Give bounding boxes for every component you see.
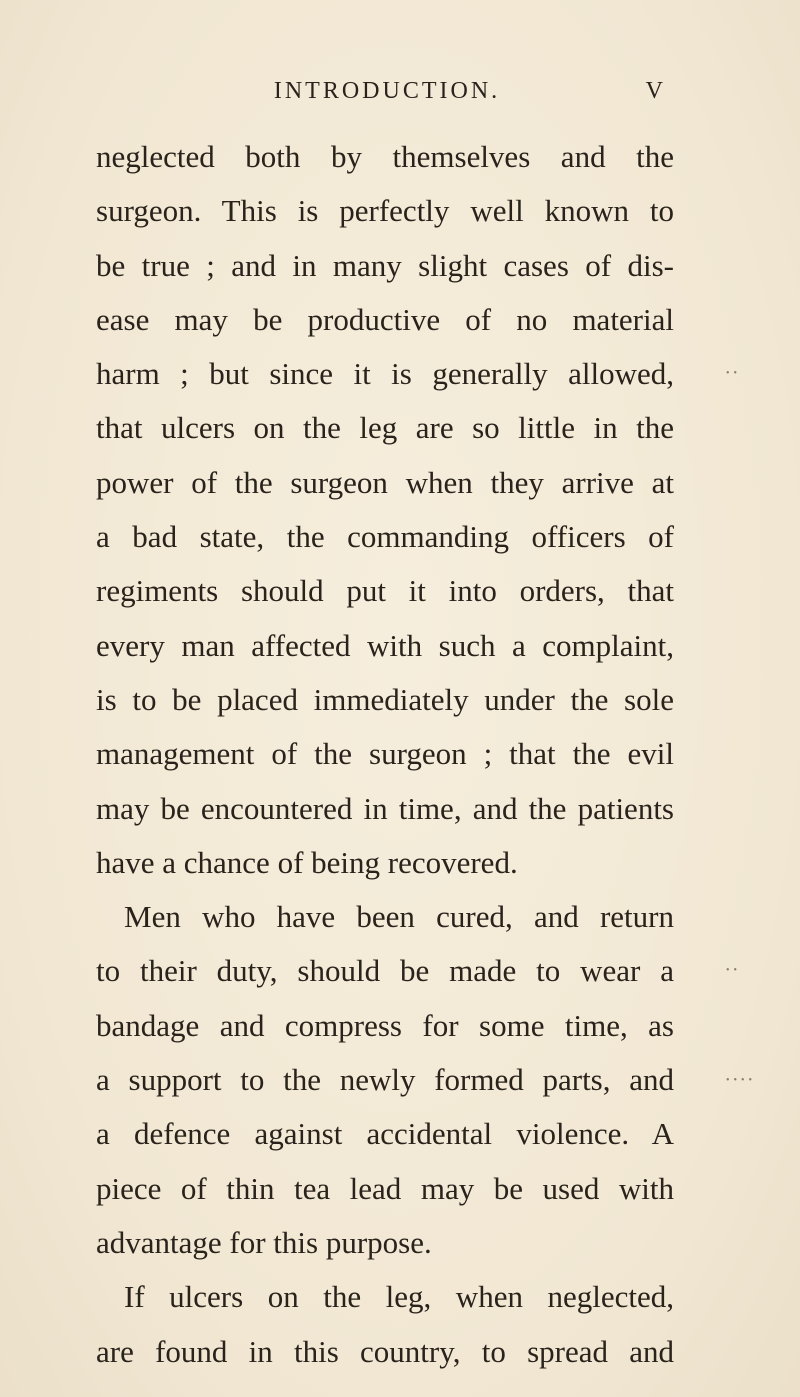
text-line: management of the surgeon ; that the evil <box>96 736 674 772</box>
text-line: surgeon. This is perfectly well known to <box>96 193 674 229</box>
margin-speck: •• <box>726 368 742 379</box>
paragraph-start-line: If ulcers on the leg, when neglected, <box>124 1279 674 1315</box>
text-line: every man affected with such a complaint, <box>96 627 674 663</box>
text-line: a defence against accidental violence. A <box>96 1116 674 1152</box>
running-title: INTRODUCTION. <box>273 78 501 104</box>
text-line: regiments should put it into orders, that <box>96 573 674 609</box>
text-line: is to be placed immediately under the sole <box>96 681 674 717</box>
text-line: to their duty, should be made to wear a <box>96 953 674 989</box>
margin-speck: •• <box>726 965 742 976</box>
text-line: neglected both by themselves and the <box>96 139 674 174</box>
paragraph-start-line: Men who have been cured, and return <box>124 899 674 935</box>
text-line: harm ; but since it is generally allowed, <box>96 356 674 392</box>
text-line: power of the surgeon when they arrive at <box>96 464 674 500</box>
running-header <box>96 78 670 114</box>
text-line: ease may be productive of no material <box>96 301 674 337</box>
page-number: V <box>645 78 664 104</box>
text-line: that ulcers on the leg are so little in the <box>96 410 674 446</box>
text-line: have a chance of being recovered. <box>96 844 518 880</box>
text-line: advantage for this purpose. <box>96 1224 432 1260</box>
text-line: bandage and compress for some time, as <box>96 1007 674 1043</box>
text-line: be true ; and in many slight cases of dis- <box>96 247 674 283</box>
text-line: are found in this country, to spread and <box>96 1333 674 1369</box>
text-line: a bad state, the commanding officers of <box>96 519 674 555</box>
text-line: a support to the newly formed parts, and <box>96 1062 674 1098</box>
text-line: may be encountered in time, and the patients <box>96 790 674 826</box>
margin-speck: •••• <box>726 1075 757 1086</box>
body-text <box>96 130 674 1379</box>
text-line: piece of thin tea lead may be used with <box>96 1170 674 1206</box>
